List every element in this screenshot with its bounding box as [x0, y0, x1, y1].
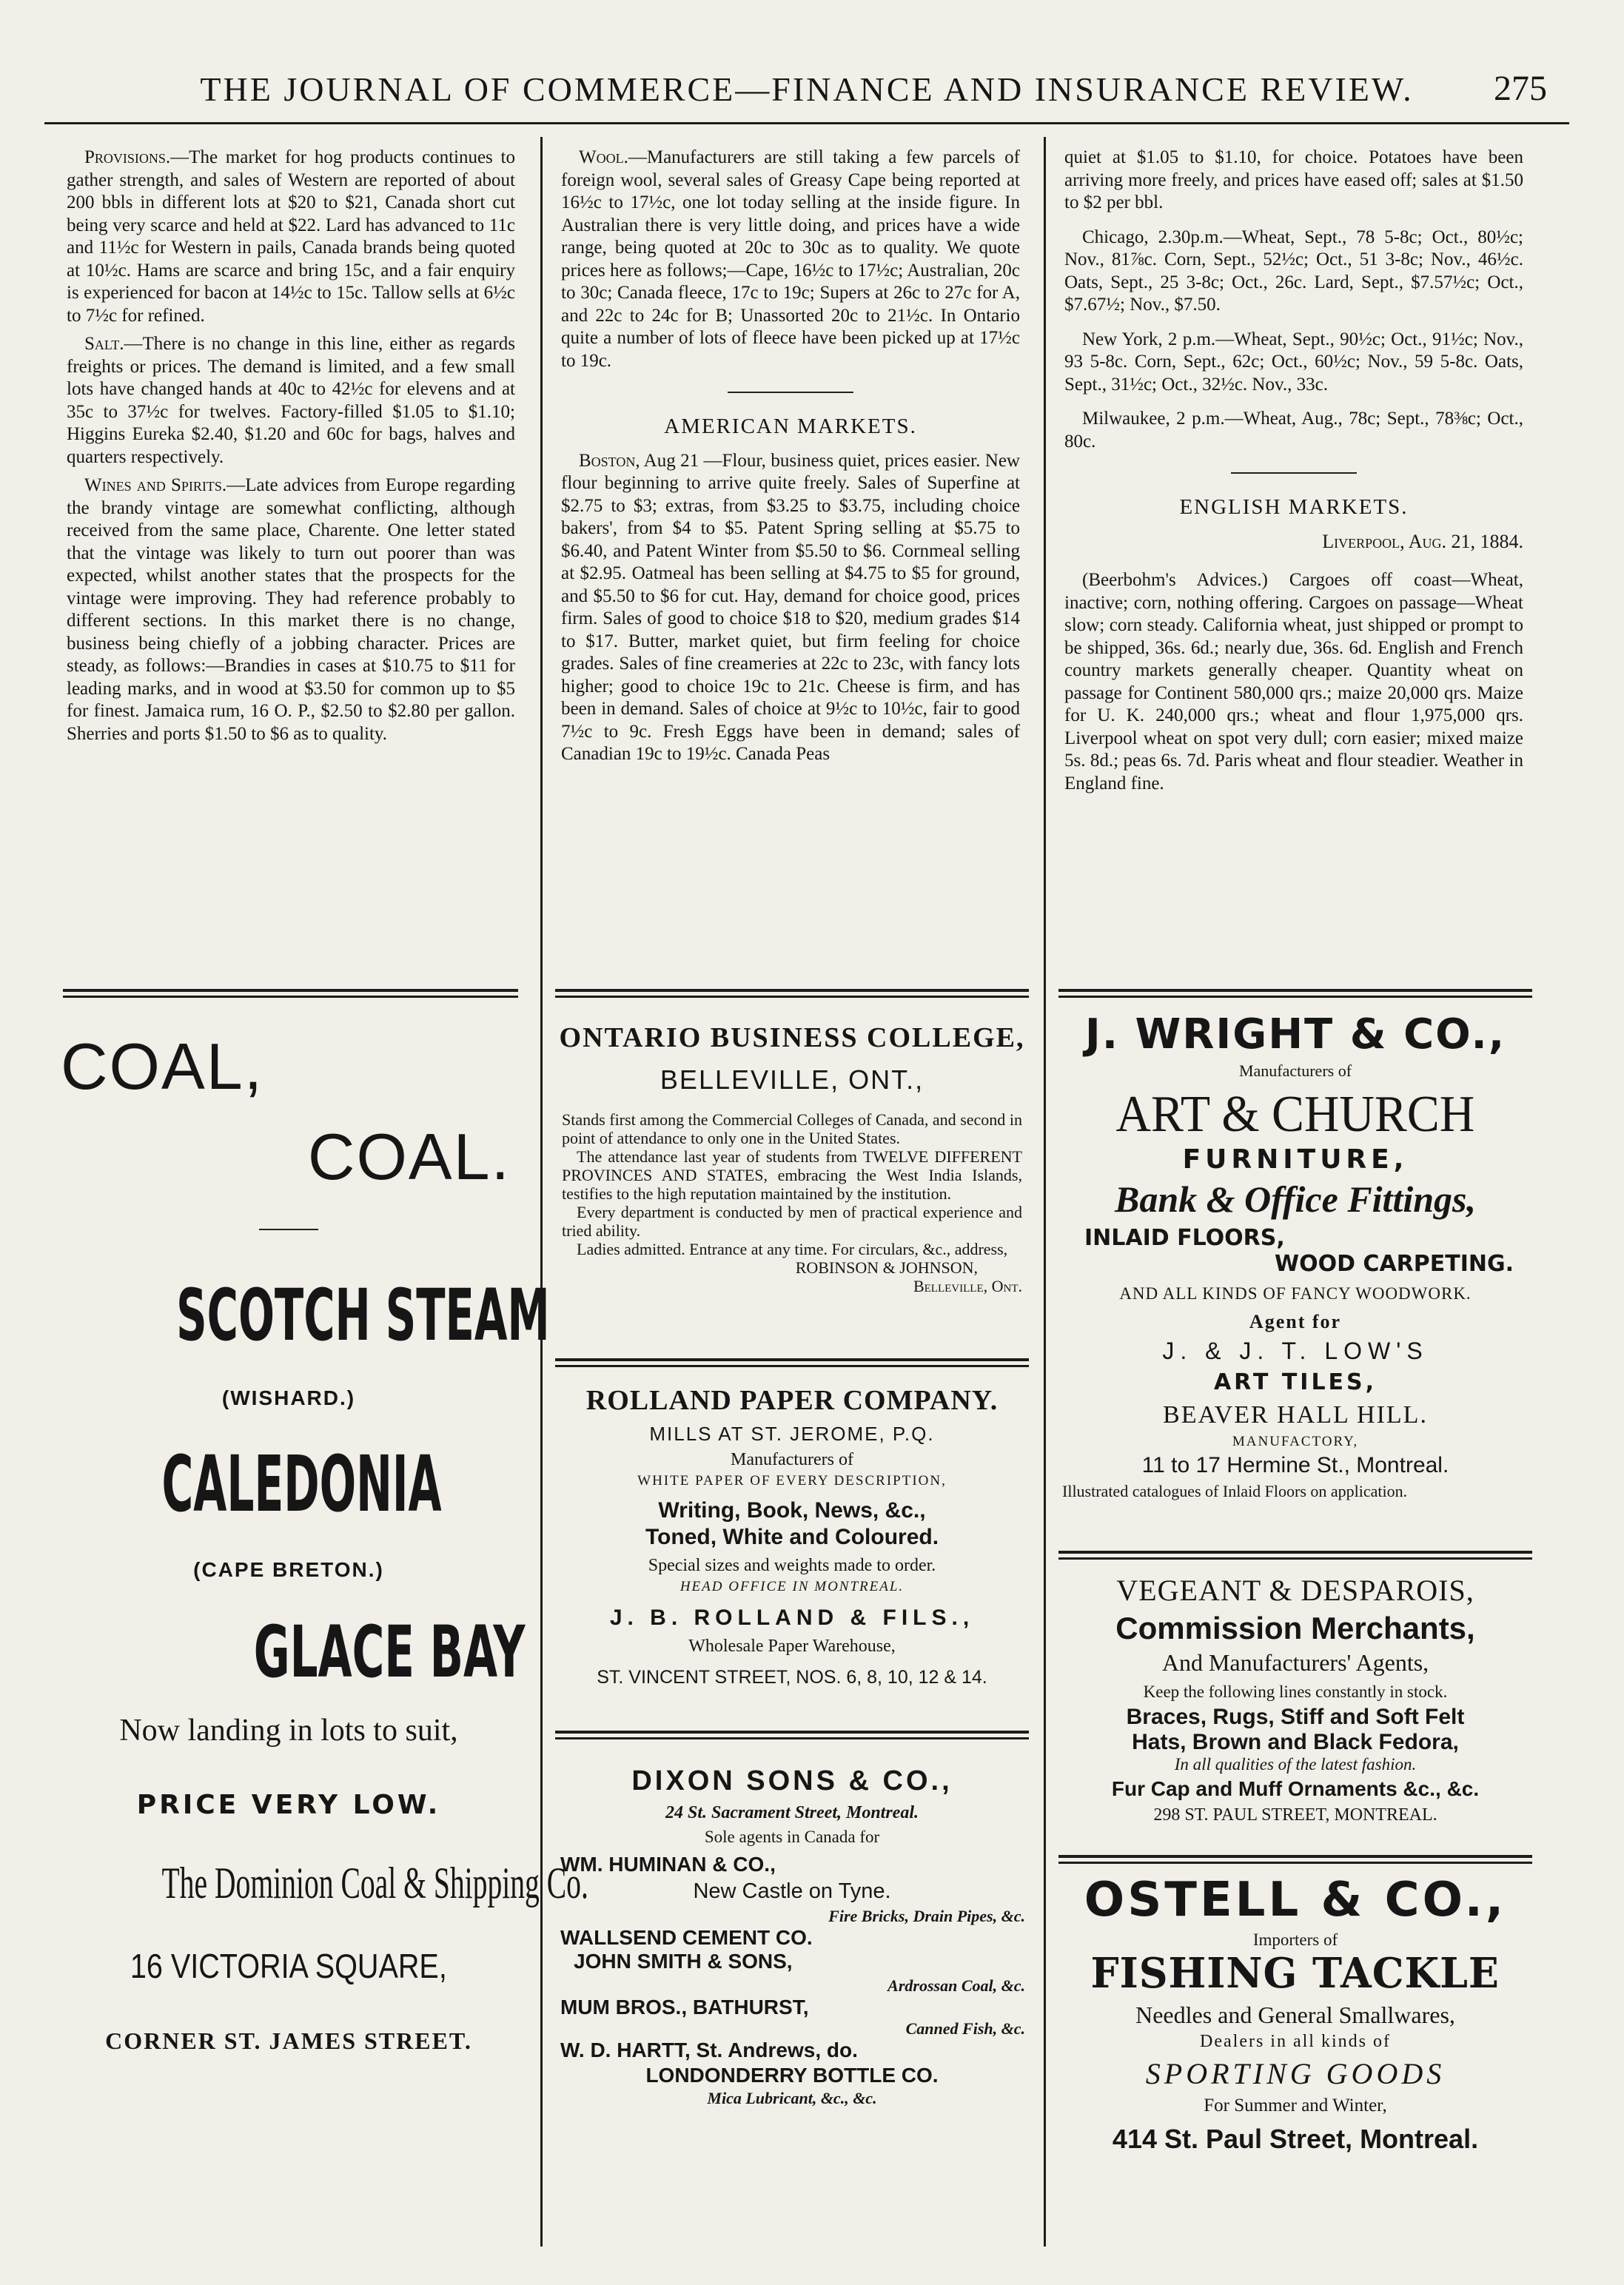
- ad-rule-vegeant: [1058, 1855, 1532, 1864]
- vegeant-qualities: In all qualities of the latest fashion.: [1174, 1755, 1417, 1774]
- dixon-huminan: WM. HUMINAN & CO.,: [560, 1853, 776, 1876]
- rolland-advertisement: [551, 1384, 1033, 1725]
- rolland-mills: MILLS AT ST. JEROME, P.Q.: [649, 1423, 935, 1445]
- dixon-agents: Sole agents in Canada for: [704, 1828, 880, 1846]
- newyork-paragraph: New York, 2 p.m.—Wheat, Sept., 90½c; Oct., 91½c; Nov., 93 5-8c. Corn, Sept., 62c; Oct., 60½c; Nov., 59 5-8c. Oats, Sept., 31½c; Oct., 32½c. Nov., 33c.: [1064, 329, 1523, 395]
- wright-wood: WOOD CARPETING.: [1274, 1251, 1514, 1277]
- coal-rule: [259, 1229, 318, 1230]
- ad-rule-rolland: [555, 1731, 1029, 1739]
- coal-address: 16 VICTORIA SQUARE,: [130, 1947, 447, 1985]
- news-column-1: [67, 147, 515, 972]
- column-divider-2: [1044, 137, 1046, 2247]
- glace-bay-label: GLACE BAY: [254, 1611, 526, 1694]
- wright-fancy: AND ALL KINDS OF FANCY WOODWORK.: [1119, 1284, 1472, 1303]
- wright-mfr: Manufacturers of: [1238, 1061, 1352, 1080]
- wright-name: J. WRIGHT & CO.,: [1084, 1010, 1506, 1058]
- wright-agent: Agent for: [1249, 1311, 1342, 1332]
- liverpool-dateline: Liverpool, Aug. 21, 1884.: [1322, 530, 1523, 552]
- dixon-fire: Fire Bricks, Drain Pipes, &c.: [828, 1907, 1025, 1925]
- dixon-londonderry: LONDONDERRY BOTTLE CO.: [645, 2064, 939, 2087]
- canada-peas-continued: quiet at $1.05 to $1.10, for choice. Potatoes have been arriving more freely, and prices have eased off; sales at $1.50 to $2 per bbl.: [1064, 147, 1523, 212]
- english-paragraph: (Beerbohm's Advices.) Cargoes off coast—Wheat, inactive; corn, nothing offering. Cargoes on passage—Wheat slow; corn steady. California wheat, just shipped or prompt to be shipped, 36s. 6d.; nearly due, 36s. 6d. English and French country markets generally cheaper. Quantity wheat on passage for Continent 580,000 qrs.; maize 20,000 qrs. Maize for U. K. 240,000 qrs.; wheat and flour 1,975,000 qrs. Liverpool wheat on spot very dull; corn easier; mixed maize 5s. 8d.; peas 6s. 7d. Paris wheat and flour steadier. Weather in England fine.: [1064, 570, 1523, 793]
- section-rule: [1231, 472, 1357, 474]
- wright-catalogues: Illustrated catalogues of Inlaid Floors on application.: [1062, 1482, 1408, 1500]
- ad-rule-3: [1058, 989, 1532, 998]
- rolland-name: ROLLAND PAPER COMPANY.: [585, 1385, 999, 1416]
- dixon-canned: Canned Fish, &c.: [905, 2019, 1025, 2038]
- wright-beaver: BEAVER HALL HILL.: [1163, 1401, 1428, 1429]
- ostell-importers: Importers of: [1252, 1930, 1338, 1949]
- rolland-toned: Toned, White and Coloured.: [645, 1525, 939, 1549]
- ostell-sporting: SPORTING GOODS: [1145, 2057, 1446, 2090]
- wright-advertisement: [1055, 1010, 1536, 1543]
- wines-paragraph: Wines and Spirits.—Late advices from Europe regarding the brandy vintage are somewhat conflicting, although received from the same place, Charente. One letter stated that the vintage was likely to turn out poorer than was expected, whilst another states that the prospects for the vintage were improving. They had reference probably to different sections. In this market there is no change, business being chiefly of a jobbing character. Prices are steady, as follows:—Brandies in cases at $10.75 to $11 for leading marks, and in wood at $3.50 for common up to $5 for finest. Jamaica rum, 16 O. P., $2.50 to $2.80 per gallon. Sherries and ports $1.50 to $6 as to quality.: [67, 475, 515, 744]
- college-text: Stands first among the Commercial Colleges of Canada, and second in point of attendance to only one in the United States. The attendance last year of students from TWELVE DIFFERENT PROVINCES AND STATES, embracing the West India Islands, testifies to the high reputation maintained by the institution. Every department is conducted by men of practical experience and tried ability. Ladies admitted. Entrance at any time. For circulars, &c., address, ROBINSON & JOHNSON, Belleville, Ont.: [562, 1110, 1022, 1295]
- vegeant-braces: Braces, Rugs, Stiff and Soft Felt: [1126, 1705, 1465, 1729]
- page-header: [44, 59, 1569, 118]
- english-markets-heading: ENGLISH MARKETS.: [1179, 495, 1409, 519]
- dixon-newcastle: New Castle on Tyne.: [693, 1879, 891, 1903]
- ad-rule-1: [63, 989, 518, 998]
- college-name: ONTARIO BUSINESS COLLEGE,: [559, 1022, 1025, 1053]
- ostell-season: For Summer and Winter,: [1204, 2096, 1387, 2115]
- vegeant-keep: Keep the following lines constantly in stock.: [1143, 1682, 1448, 1701]
- rolland-street: ST. VINCENT STREET, NOS. 6, 8, 10, 12 & 14.: [597, 1667, 987, 1688]
- rolland-white: WHITE PAPER OF EVERY DESCRIPTION,: [637, 1473, 947, 1489]
- scotch-steam-label: SCOTCH STEAM: [176, 1274, 550, 1357]
- wright-factory: MANUFACTORY,: [1232, 1434, 1359, 1449]
- rolland-office: HEAD OFFICE IN MONTREAL.: [680, 1579, 905, 1594]
- dixon-mum: MUM BROS., BATHURST,: [560, 1996, 809, 2019]
- vegeant-name: VEGEANT & DESPAROIS,: [1116, 1574, 1474, 1607]
- landing-line: Now landing in lots to suit,: [119, 1714, 458, 1748]
- news-column-3: [1064, 147, 1523, 972]
- rolland-writing: Writing, Book, News, &c.,: [658, 1498, 926, 1523]
- college-place: BELLEVILLE, ONT.,: [660, 1064, 925, 1095]
- ad-rule-wright: [1058, 1551, 1532, 1560]
- vegeant-commission: Commission Merchants,: [1115, 1611, 1475, 1645]
- provisions-paragraph: Provisions.—The market for hog products continues to gather strength, and sales of Western are reported of about 200 bbls in different lots at $20 to $21, Canada short cut being very scarce and held at $22. Lard has advanced to 11c and 11½c for Western in pails, Canada brands being quoted at 10½c. Hams are scarce and bring 15c, and a fair enquiry is experienced for bacon at 14½c to 15c. Tallow sells at 6½c to 7½c for refined.: [67, 147, 515, 326]
- rolland-mfr: Manufacturers of: [731, 1450, 853, 1469]
- wright-low: J. & J. T. LOW'S: [1162, 1338, 1429, 1364]
- ostell-advertisement: [1055, 1873, 1536, 2250]
- dixon-wallsend: WALLSEND CEMENT CO.: [560, 1926, 813, 1949]
- coal-advertisement: [52, 1021, 588, 2250]
- wright-bank: Bank & Office Fittings,: [1114, 1178, 1476, 1220]
- american-markets-heading: AMERICAN MARKETS.: [664, 415, 917, 438]
- rolland-wholesale: Wholesale Paper Warehouse,: [688, 1637, 896, 1656]
- salt-paragraph: Salt.—There is no change in this line, either as regards freights or prices. The demand is limited, and a few small lots have changed hands at 40c to 42½c for elevens and at 35c to 37½c for twelves. Factory-filled $1.05 to $1.10; Higgins Eureka $2.40, $1.20 and 60c for bags, halves and quarters respectively.: [67, 334, 515, 467]
- wright-hermine: 11 to 17 Hermine St., Montreal.: [1141, 1453, 1449, 1477]
- caledonia-label: CALEDONIA: [161, 1439, 442, 1529]
- college-advertisement: [551, 1014, 1033, 1340]
- ostell-fishing: FISHING TACKLE: [1090, 1949, 1500, 1998]
- ad-rule-college: [555, 1358, 1029, 1367]
- ostell-street: 414 St. Paul Street, Montreal.: [1112, 2124, 1479, 2154]
- wright-art: ART & CHURCH: [1115, 1086, 1475, 1143]
- wishard-label: (WISHARD.): [221, 1386, 356, 1409]
- ad-rule-2: [555, 989, 1029, 998]
- dixon-mica: Mica Lubricant, &c., &c.: [707, 2089, 877, 2107]
- dixon-ardrossan: Ardrossan Coal, &c.: [888, 1976, 1025, 1995]
- dixon-name: DIXON SONS & CO.,: [631, 1765, 953, 1796]
- coal-heading-1: COAL,: [61, 1030, 264, 1103]
- vegeant-street: 298 ST. PAUL STREET, MONTREAL.: [1153, 1805, 1437, 1825]
- wright-furniture: FURNITURE,: [1182, 1144, 1409, 1175]
- page-number: 275: [1494, 69, 1547, 108]
- vegeant-advertisement: [1055, 1573, 1536, 1847]
- wright-tiles: ART TILES,: [1213, 1369, 1378, 1395]
- wool-paragraph: Wool.—Manufacturers are still taking a few parcels of foreign wool, several sales of Greasy Cape being reported at 16½c to 17½c, one lot today selling at the inside figure. In Australian there is very little doing, and prices have a wide range, being quoted at 20c to 30c as to quality. We quote prices here as follows;—Cape, 16½c to 17½c; Australian, 20c to 30c; Canada fleece, 17c to 19c; Supers at 26c to 27c for A, and 22c to 24c for B; Unassorted 20c to 21½c. In Ontario quite a number of lots of fleece have been picked up at 17½c to 19c.: [561, 147, 1020, 371]
- news-column-2: [561, 147, 1020, 972]
- journal-title: THE JOURNAL OF COMMERCE—FINANCE AND INSURANCE REVIEW.: [200, 70, 1414, 108]
- column-divider-1: [540, 137, 543, 2247]
- rolland-fils: J. B. ROLLAND & FILS.,: [609, 1605, 975, 1630]
- ostell-name: OSTELL & CO.,: [1084, 1873, 1507, 1927]
- milwaukee-paragraph: Milwaukee, 2 p.m.—Wheat, Aug., 78c; Sept., 78⅜c; Oct., 80c.: [1064, 409, 1523, 452]
- dixon-smith: JOHN SMITH & SONS,: [574, 1950, 793, 1973]
- dixon-advertisement: [551, 1765, 1033, 2247]
- coal-heading-2: COAL.: [307, 1120, 511, 1193]
- chicago-paragraph: Chicago, 2.30p.m.—Wheat, Sept., 78 5-8c; Oct., 80½c; Nov., 81⅞c. Corn, Sept., 52½c; Oct., 51 3-8c; Nov., 46½c. Oats, Sept., 25 3-8c; Oct., 26c. Lard, Sept., $7.57½c; Oct., $7.67½; Nov., $7.50.: [1064, 227, 1523, 315]
- rolland-special: Special sizes and weights made to order.: [648, 1556, 936, 1575]
- wright-inlaid: INLAID FLOORS,: [1084, 1225, 1285, 1251]
- price-line: PRICE VERY LOW.: [136, 1790, 441, 1820]
- header-rule: [44, 122, 1569, 124]
- company-name: The Dominion Coal & Shipping Co.: [161, 1859, 588, 1907]
- ostell-dealers: Dealers in all kinds of: [1200, 2032, 1391, 2051]
- coal-corner: CORNER ST. JAMES STREET.: [105, 2027, 472, 2054]
- vegeant-fur: Fur Cap and Muff Ornaments &c., &c.: [1111, 1777, 1480, 1800]
- cape-breton-label: (CAPE BRETON.): [193, 1558, 384, 1581]
- dixon-address: 24 St. Sacrament Street, Montreal.: [665, 1803, 919, 1822]
- dixon-hartt: W. D. HARTT, St. Andrews, do.: [560, 2039, 858, 2061]
- ostell-needles: Needles and General Smallwares,: [1135, 2002, 1455, 2028]
- vegeant-hats: Hats, Brown and Black Fedora,: [1132, 1730, 1459, 1754]
- section-rule: [728, 392, 853, 393]
- vegeant-agents: And Manufacturers' Agents,: [1161, 1649, 1429, 1676]
- boston-paragraph: Boston, Aug 21 —Flour, business quiet, prices easier. New flour beginning to arrive quite freely. Sales of Superfine at $2.75 to $3; extras, from $3.25 to $3.75, including choice bakers', from $4 to $5. Patent Spring selling at $5.75 to $6.40, and Patent Winter from $5.50 to $6. Cornmeal selling at $2.95. Oatmeal has been selling at $4.75 to $5 for ground, and $5.50 to $6 for cut. Hay, demand for choice good, prices firm. Sales of good to choice $18 to $20, medium grades $14 to $17. Butter, market quiet, but firm feeling for choice grades. Sales of fine creameries at 22c to 23c, with fancy lots higher; good to choice 19c to 21c. Cheese is firm, and has been in demand. Sales of choice at 9½c to 10½c, fair to good 7½c to 9c. Fresh Eggs have been in demand; sales of Canadian 19c to 19½c. Canada Peas: [561, 450, 1020, 764]
